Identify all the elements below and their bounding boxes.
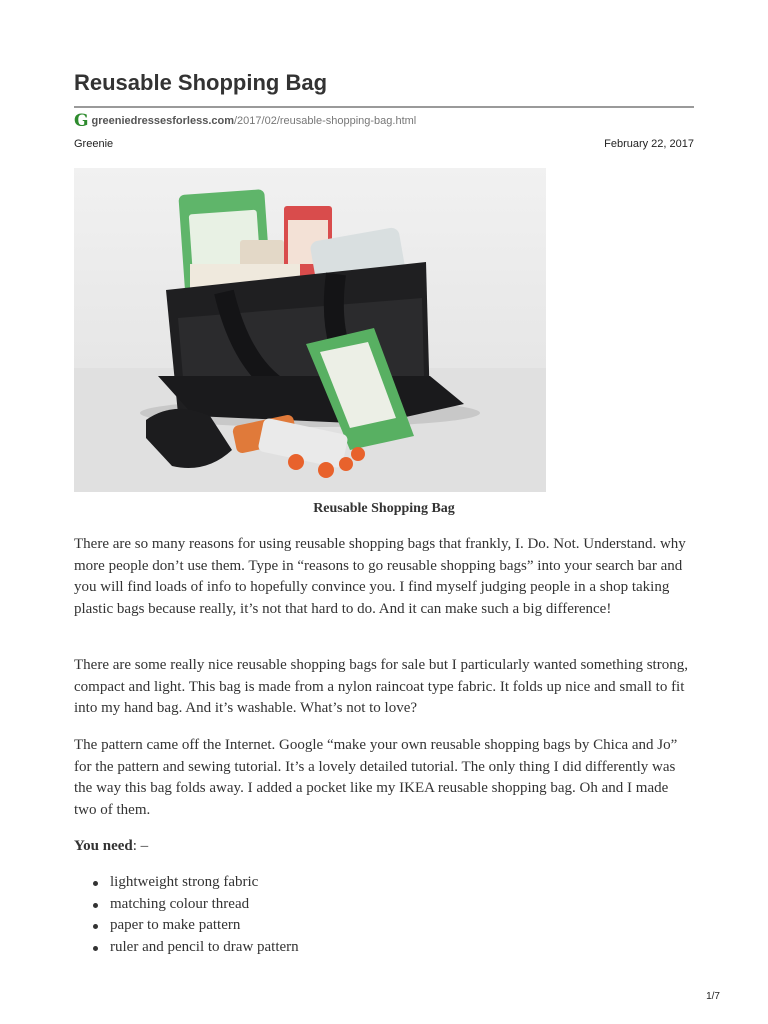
source-domain[interactable]: greeniedressesforless.com [91, 115, 234, 127]
list-item: paper to make pattern [110, 915, 299, 937]
you-need-label: You need [74, 838, 133, 854]
page-title: Reusable Shopping Bag [74, 70, 328, 95]
list-item: ruler and pencil to draw pattern [110, 937, 299, 959]
list-item: lightweight strong fabric [110, 872, 299, 894]
paragraph-2: There are some really nice reusable shopping bags for sale but I particularly wanted something strong, compact and light. This bag is made from a nylon raincoat type fabric. It folds up nice and small to fit into my hand bag. And it’s washable. What’s not to love? [74, 657, 688, 716]
image-caption: Reusable Shopping Bag [313, 501, 455, 516]
paragraph-1: There are so many reasons for using reusable shopping bags that frankly, I. Do. Not. Understand. why more people don’t use them. Type in “reasons to go reusable shopping bags” into your search bar and you will find loads of info to hopefully convince you. I find myself judging people in a shop taking plastic bags because really, it’s not that hard to do. And it can make such a big difference! [74, 536, 686, 617]
source-path[interactable]: /2017/02/reusable-shopping-bag.html [234, 115, 417, 127]
list-item: matching colour thread [110, 894, 299, 916]
page-indicator: 1/7 [706, 991, 720, 1002]
document-page [74, 0, 694, 1024]
author-name: Greenie [74, 138, 114, 150]
source-link[interactable] [74, 112, 416, 130]
greenie-g-logo-icon: G [74, 110, 89, 131]
publish-date: February 22, 2017 [604, 138, 694, 150]
title-divider [74, 106, 694, 108]
you-need-suffix: : – [132, 838, 149, 854]
materials-list [74, 872, 299, 958]
article-meta [74, 138, 694, 150]
paragraph-3: The pattern came off the Internet. Google “make your own reusable shopping bags by Chica and Jo” for the pattern and sewing tutorial. It’s a lovely detailed tutorial. The only thing I did differently was the way this bag folds away. I added a pocket like my IKEA reusable shopping bag. Oh and I made two of them. [74, 737, 678, 818]
you-need-heading [74, 836, 148, 858]
bag-photo [74, 168, 546, 492]
